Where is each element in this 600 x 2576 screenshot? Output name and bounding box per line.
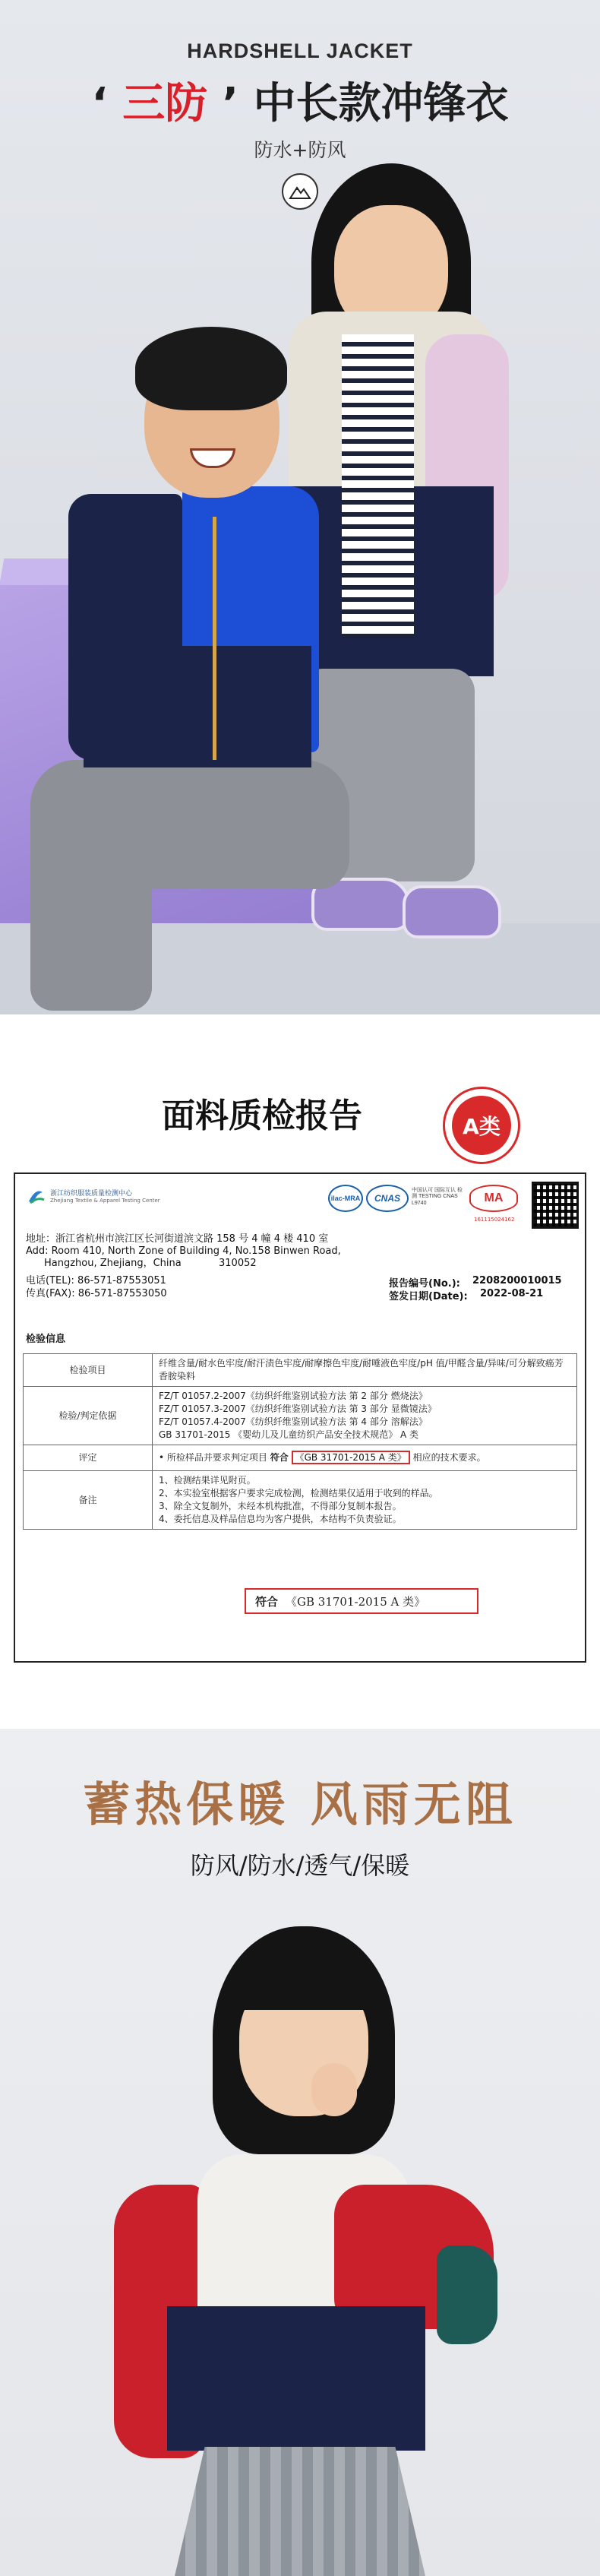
cma-number: 161115024162 [474,1217,515,1223]
girl2-hand [311,2063,357,2116]
row-body [153,1387,577,1445]
standard-line: FZ/T 01057.4-2007《纺织纤维鉴别试验方法 第 4 部分 溶解法》 [159,1416,428,1427]
boy-zipper [213,517,216,760]
row-head: 检验/判定依据 [24,1387,153,1445]
postcode: 310052 [219,1258,257,1269]
report-title: 面料质检报告 [162,1097,362,1135]
standard-line: FZ/T 01057.2-2007《纺织纤维鉴别试验方法 第 2 部分 燃烧法》 [159,1391,428,1401]
girl-striped-shirt [342,334,414,638]
verdict-post: 相应的技术要求。 [412,1452,486,1463]
row-head: 评定 [24,1445,153,1471]
remark-line: 3、除全文复制外，未经本机构批准，不得部分复制本报告。 [159,1501,402,1511]
girl2-pleated-skirt [175,2447,425,2576]
tel: 电话(TEL): 86-571-87553051 [26,1275,166,1286]
cma-logo: MA [469,1185,518,1212]
title-open-quote: ‘ [91,79,108,128]
title-rest: 中长款冲锋衣 [253,79,509,128]
seal-text: A类 [452,1096,511,1155]
warmth-section [0,1729,600,2576]
row-body: 纤维含量/耐水色牢度/耐汗渍色牢度/耐摩擦色牢度/耐唾液色牢度/pH 值/甲醛含量/异味/可分解致癌芳香胺染料 [153,1354,577,1387]
hero-eyebrow: HARDSHELL JACKET [187,40,413,62]
highlight-label: 符合 [255,1594,279,1609]
section-label: 检验信息 [26,1334,66,1345]
grade-a-seal [443,1087,520,1164]
highlight-value: 《GB 31701-2015 A 类》 [286,1594,426,1609]
verdict-standard: 《GB 31701-2015 A 类》 [292,1451,410,1464]
org-logo-icon [26,1186,46,1206]
title-accent: 三防 [122,79,208,128]
ilac-mra-logo: ilac-MRA [328,1185,363,1212]
inspection-report [14,1172,586,1663]
warmth-title: 蓄热保暖 风雨无阻 [83,1777,517,1832]
row-head: 检验项目 [24,1354,153,1387]
remark-line: 1、检测结果详见附页。 [159,1475,256,1486]
conformity-highlight [245,1588,478,1614]
table-row [24,1387,577,1445]
standard-line: FZ/T 01057.3-2007《纺织纤维鉴别试验方法 第 3 部分 显微镜法》 [159,1404,437,1414]
org-name: 浙江纺织服装质量检测中心 [50,1190,133,1198]
report-no-label: 报告编号(No.): [389,1278,460,1290]
girl2-cuff-green [437,2245,497,2344]
warmth-subtitle: 防风/防水/透气/保暖 [190,1851,410,1880]
issue-date: 2022-08-21 [480,1288,544,1299]
hero-subtitle: 防水+防风 [254,139,346,161]
row-body [153,1471,577,1530]
cnas-logo: CNAS [366,1185,409,1212]
girl2-bangs [228,1957,380,2010]
report-no: 2208200010015 [472,1275,562,1286]
verdict-pre: • 所检样品并要求判定项目 [159,1452,267,1463]
org-name-en: Zhejiang Textile & Apparel Testing Center [50,1198,160,1204]
girl2-jacket-navy [167,2306,425,2451]
remark-line: 4、委托信息及样品信息均为客户提供，本结构不负责验证。 [159,1514,402,1524]
remark-line: 2、本实验室根据客户要求完成检测，检测结果仅适用于收到的样品。 [159,1488,438,1498]
inspection-table [23,1353,577,1530]
boy-jacket-lower [84,646,311,767]
hero-title [0,70,600,131]
testing-mark: 中国认可 国际互认 检测 TESTING CNAS L9740 [412,1188,463,1206]
table-row [24,1471,577,1530]
address-en-1: Add: Room 410, North Zone of Building 4, No.158 Binwen Road, [26,1245,341,1257]
date-label: 签发日期(Date): [389,1291,468,1302]
address-en-2: Hangzhou, Zhejiang，China [44,1258,182,1269]
boy-hair [135,327,287,410]
mountain-icon [282,173,318,210]
table-row [24,1354,577,1387]
title-close-quote: ’ [222,79,239,128]
row-body [153,1445,577,1471]
standard-line: GB 31701-2015 《婴幼儿及儿童纺织产品安全技术规范》 A 类 [159,1429,419,1440]
boy-pants-leg [30,836,152,1011]
girl-shoe-right [403,885,501,938]
qr-code-icon [532,1182,579,1229]
hero-section [0,0,600,1014]
row-head: 备注 [24,1471,153,1530]
fax: 传真(FAX): 86-571-87553050 [26,1288,167,1299]
verdict-mid: 符合 [270,1452,289,1463]
address-cn: 地址：浙江省杭州市滨江区长河街道滨文路 158 号 4 幢 4 楼 410 室 [26,1233,329,1245]
table-row [24,1445,577,1471]
